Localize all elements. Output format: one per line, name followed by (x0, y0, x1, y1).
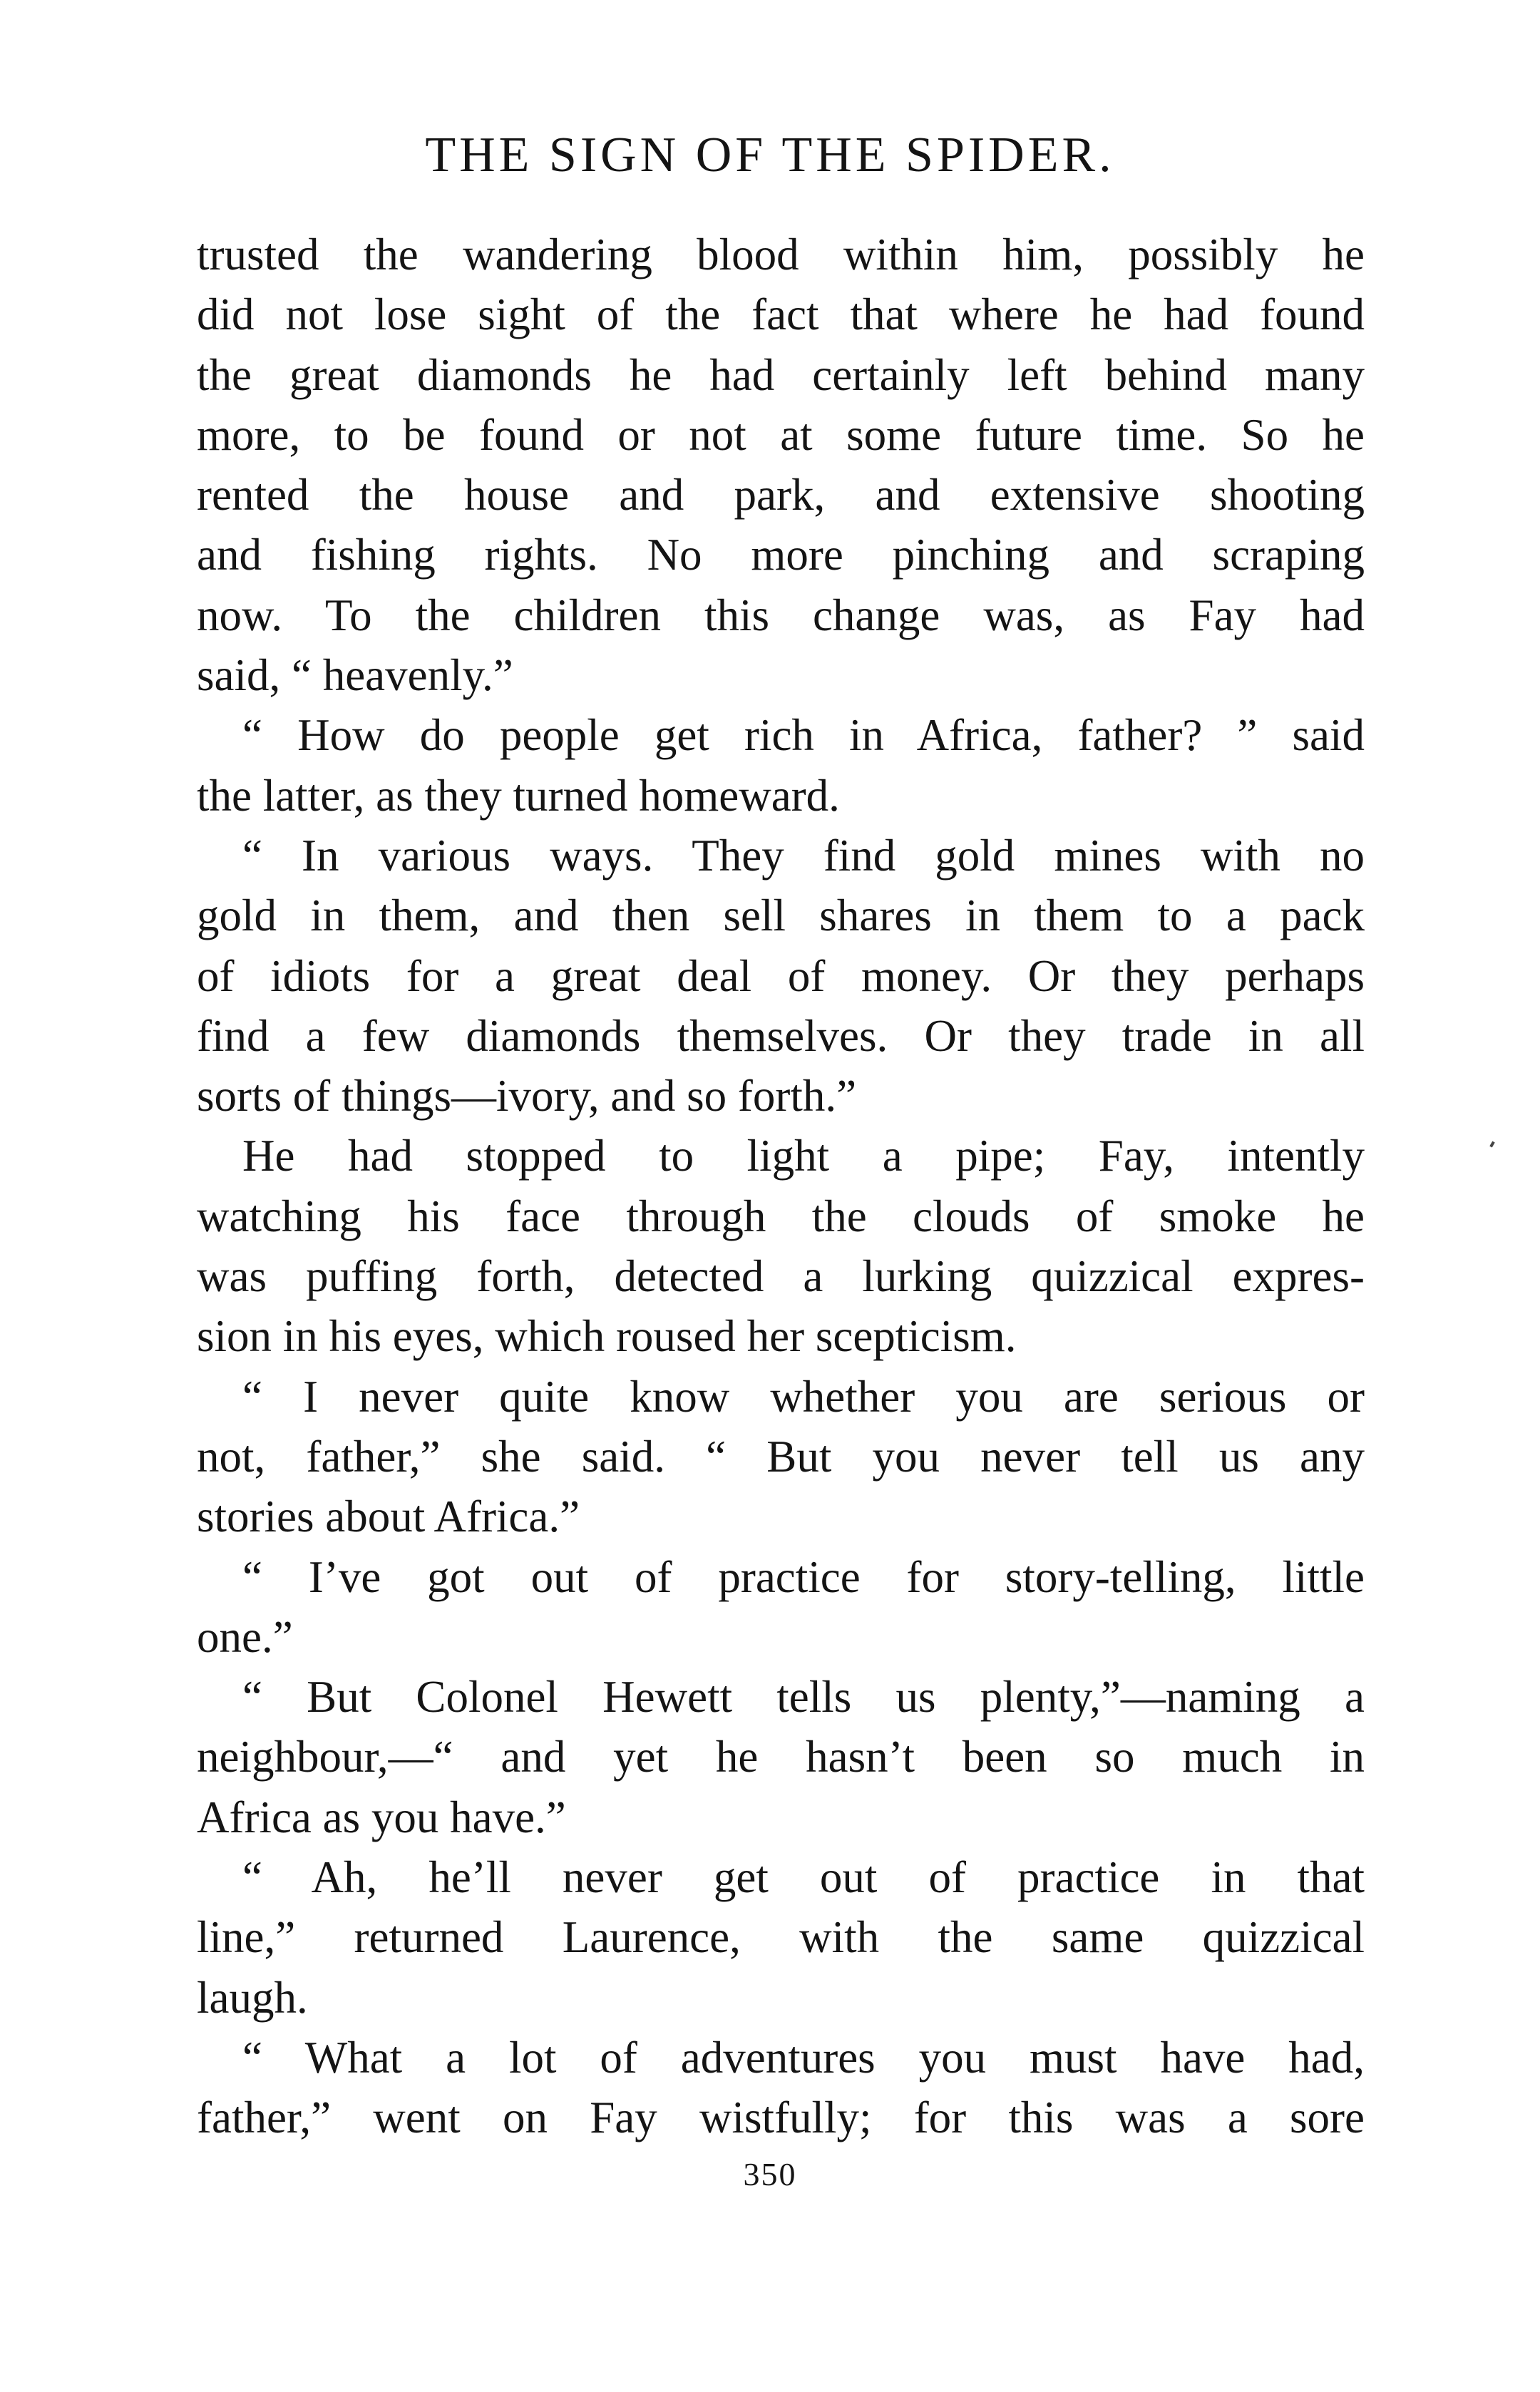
running-title: THE SIGN OF THE SPIDER. (425, 128, 1115, 183)
text-line: find a few diamonds themselves. Or they trade in all (197, 1010, 1365, 1061)
text-line: “ I never quite know whether you are serious or (242, 1371, 1365, 1422)
body-text (197, 225, 1365, 2148)
text-line: the great diamonds he had certainly left behind many (197, 349, 1365, 400)
text-line: gold in them, and then sell shares in them to a pack (197, 890, 1365, 941)
text-line: “ In various ways. They find gold mines with no (242, 830, 1365, 881)
text-line: sion in his eyes, which roused her scepticism. (197, 1311, 1017, 1362)
text-line: trusted the wandering blood within him, possibly he (197, 230, 1365, 279)
text-line: “ What a lot of adventures you must have had, (242, 2032, 1365, 2083)
text-line: neighbour,—“ and yet he hasn’t been so much in (197, 1732, 1365, 1782)
text-line: watching his face through the clouds of smoke he (197, 1191, 1365, 1241)
text-line: was puffing forth, detected a lurking quizzical expres- (197, 1251, 1365, 1302)
text-line: Africa as you have.” (197, 1792, 566, 1842)
text-line: “ I’ve got out of practice for story-telling, little (242, 1551, 1365, 1602)
text-line: and fishing rights. No more pinching and scraping (197, 530, 1365, 580)
text-line: more, to be found or not at some future time. So he (197, 409, 1365, 460)
text-line: “ Ah, he’ll never get out of practice in that (242, 1852, 1365, 1903)
text-line: father,” went on Fay wistfully; for this was a sore (197, 2093, 1365, 2143)
text-line: laugh. (197, 1972, 308, 2023)
text-line: one.” (197, 1611, 293, 1662)
text-line: line,” returned Laurence, with the same quizzical (197, 1912, 1365, 1963)
text-line: the latter, as they turned homeward. (197, 770, 840, 821)
text-line: sorts of things—ivory, and so forth.” (197, 1071, 857, 1121)
text-line: now. To the children this change was, as Fay had (197, 590, 1365, 640)
text-line: “ But Colonel Hewett tells us plenty,”—naming a (242, 1672, 1365, 1723)
text-line: not, father,” she said. “ But you never tell us any (197, 1431, 1365, 1482)
page-number: 350 (743, 2156, 797, 2192)
ink-speck (1489, 1141, 1494, 1148)
text-line: rented the house and park, and extensive shooting (197, 470, 1365, 520)
text-line: “ How do people get rich in Africa, father? ” said (242, 710, 1365, 761)
text-line: He had stopped to light a pipe; Fay, intently (242, 1131, 1365, 1181)
text-line: said, “ heavenly.” (197, 650, 513, 701)
text-line: stories about Africa.” (197, 1492, 580, 1542)
text-line: of idiots for a great deal of money. Or they perhaps (197, 950, 1365, 1001)
text-line: did not lose sight of the fact that where he had found (197, 289, 1365, 340)
